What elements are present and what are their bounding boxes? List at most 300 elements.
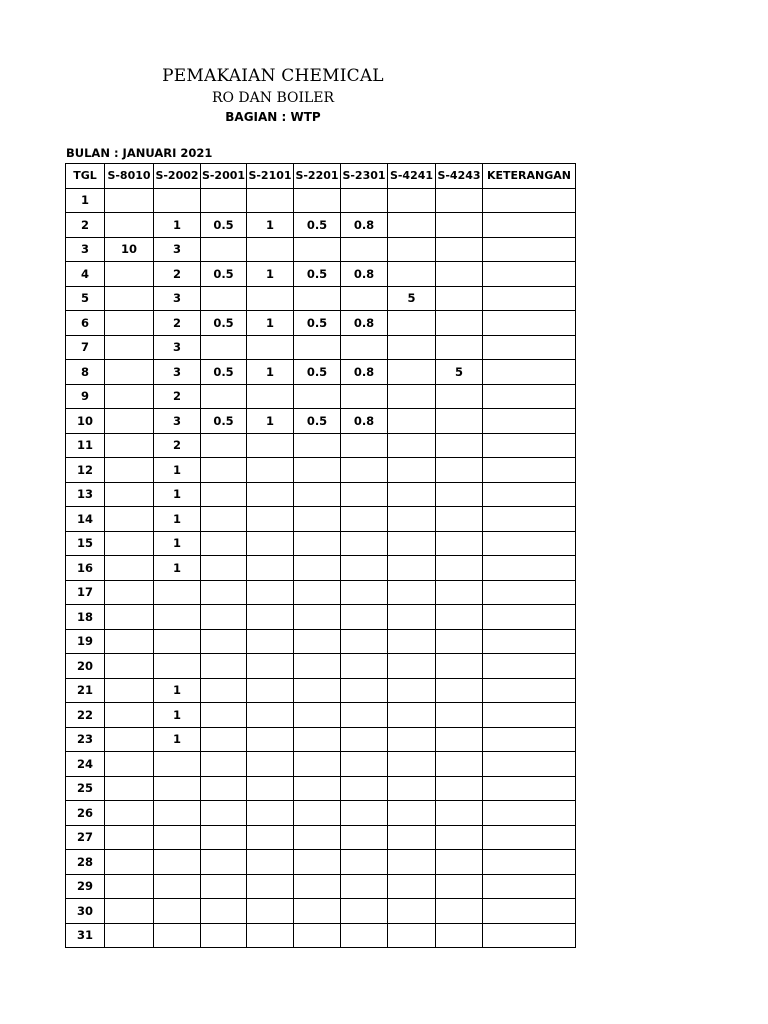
- table-cell: [436, 311, 483, 336]
- column-header: KETERANGAN: [483, 164, 576, 189]
- table-cell: 3: [154, 335, 201, 360]
- date-cell: 8: [66, 360, 105, 385]
- table-cell: [341, 531, 388, 556]
- table-cell: 1: [154, 703, 201, 728]
- table-cell: [247, 727, 294, 752]
- table-cell: [388, 213, 436, 238]
- table-cell: [483, 605, 576, 630]
- table-cell: [201, 482, 247, 507]
- table-row: [66, 776, 576, 801]
- table-cell: [436, 727, 483, 752]
- table-cell: [105, 874, 154, 899]
- table-cell: [483, 776, 576, 801]
- table-cell: [388, 678, 436, 703]
- table-cell: [294, 458, 341, 483]
- table-cell: [105, 262, 154, 287]
- table-row: [66, 409, 576, 434]
- table-cell: [294, 801, 341, 826]
- table-cell: [341, 433, 388, 458]
- table-cell: 1: [154, 482, 201, 507]
- table-row: [66, 899, 576, 924]
- document-title: PEMAKAIAN CHEMICAL: [162, 66, 384, 86]
- table-cell: 1: [154, 556, 201, 581]
- table-cell: [341, 335, 388, 360]
- table-cell: [294, 923, 341, 948]
- table-cell: [105, 923, 154, 948]
- section-label: BAGIAN : WTP: [225, 110, 321, 124]
- table-cell: [436, 335, 483, 360]
- table-cell: [388, 899, 436, 924]
- table-cell: [388, 825, 436, 850]
- table-cell: [105, 850, 154, 875]
- table-cell: 0.8: [341, 213, 388, 238]
- table-row: [66, 801, 576, 826]
- table-cell: [483, 213, 576, 238]
- table-cell: [483, 825, 576, 850]
- table-cell: [388, 433, 436, 458]
- table-cell: 2: [154, 433, 201, 458]
- table-cell: [247, 433, 294, 458]
- table-cell: [294, 433, 341, 458]
- table-cell: [341, 850, 388, 875]
- table-cell: [201, 433, 247, 458]
- table-cell: [201, 580, 247, 605]
- table-row: [66, 703, 576, 728]
- table-cell: [105, 752, 154, 777]
- date-cell: 18: [66, 605, 105, 630]
- table-cell: [201, 531, 247, 556]
- table-cell: [105, 433, 154, 458]
- table-cell: [105, 286, 154, 311]
- table-cell: 1: [154, 213, 201, 238]
- table-cell: [247, 825, 294, 850]
- table-cell: [388, 752, 436, 777]
- table-cell: 1: [247, 360, 294, 385]
- table-cell: [247, 384, 294, 409]
- table-cell: [436, 703, 483, 728]
- table-cell: [201, 384, 247, 409]
- header-row: [66, 164, 576, 189]
- table-cell: 3: [154, 360, 201, 385]
- table-cell: [105, 458, 154, 483]
- table-row: [66, 752, 576, 777]
- table-cell: [388, 482, 436, 507]
- table-row: [66, 654, 576, 679]
- table-cell: [105, 384, 154, 409]
- table-cell: [341, 629, 388, 654]
- table-cell: 1: [154, 678, 201, 703]
- table-cell: [483, 752, 576, 777]
- table-cell: 0.5: [201, 213, 247, 238]
- table-cell: [483, 360, 576, 385]
- table-cell: [154, 874, 201, 899]
- table-cell: [388, 605, 436, 630]
- table-cell: [483, 654, 576, 679]
- date-cell: 27: [66, 825, 105, 850]
- table-row: [66, 188, 576, 213]
- table-cell: [201, 605, 247, 630]
- table-cell: [436, 850, 483, 875]
- table-cell: [294, 384, 341, 409]
- table-cell: [154, 580, 201, 605]
- table-cell: [436, 654, 483, 679]
- table-cell: [201, 629, 247, 654]
- table-cell: [483, 850, 576, 875]
- table-row: [66, 482, 576, 507]
- table-cell: [201, 727, 247, 752]
- table-cell: [388, 654, 436, 679]
- table-row: [66, 286, 576, 311]
- table-cell: [388, 629, 436, 654]
- table-cell: [247, 752, 294, 777]
- table-cell: [247, 629, 294, 654]
- table-cell: 0.5: [201, 360, 247, 385]
- date-cell: 30: [66, 899, 105, 924]
- table-cell: [154, 923, 201, 948]
- table-cell: [201, 556, 247, 581]
- table-cell: [436, 531, 483, 556]
- date-cell: 29: [66, 874, 105, 899]
- table-cell: [436, 605, 483, 630]
- table-cell: 2: [154, 262, 201, 287]
- table-cell: [341, 286, 388, 311]
- column-header: TGL: [66, 164, 105, 189]
- table-cell: [388, 703, 436, 728]
- table-cell: [201, 752, 247, 777]
- table-cell: [201, 923, 247, 948]
- table-row: [66, 825, 576, 850]
- date-cell: 15: [66, 531, 105, 556]
- table-cell: [105, 678, 154, 703]
- table-cell: [436, 482, 483, 507]
- table-cell: [436, 801, 483, 826]
- table-cell: 3: [154, 237, 201, 262]
- date-cell: 25: [66, 776, 105, 801]
- table-cell: [436, 752, 483, 777]
- table-cell: [341, 556, 388, 581]
- table-cell: [247, 507, 294, 532]
- table-cell: [247, 580, 294, 605]
- table-cell: [341, 580, 388, 605]
- table-cell: [201, 237, 247, 262]
- table-cell: [436, 188, 483, 213]
- column-header: S-2301: [341, 164, 388, 189]
- table-cell: [294, 605, 341, 630]
- table-cell: 1: [247, 213, 294, 238]
- column-header: S-2001: [201, 164, 247, 189]
- table-cell: [247, 556, 294, 581]
- table-cell: 3: [154, 286, 201, 311]
- table-cell: [436, 213, 483, 238]
- table-cell: 1: [154, 727, 201, 752]
- table-cell: [105, 335, 154, 360]
- table-cell: [341, 507, 388, 532]
- table-cell: [388, 188, 436, 213]
- date-cell: 22: [66, 703, 105, 728]
- table-cell: [483, 727, 576, 752]
- table-row: [66, 360, 576, 385]
- table-cell: [105, 776, 154, 801]
- table-cell: 0.5: [201, 262, 247, 287]
- column-header: S-2002: [154, 164, 201, 189]
- table-cell: [201, 703, 247, 728]
- column-header: S-2101: [247, 164, 294, 189]
- table-cell: [294, 678, 341, 703]
- table-cell: [388, 507, 436, 532]
- table-cell: [201, 776, 247, 801]
- table-cell: [294, 727, 341, 752]
- table-cell: 1: [154, 531, 201, 556]
- table-row: [66, 923, 576, 948]
- date-cell: 1: [66, 188, 105, 213]
- table-cell: [105, 899, 154, 924]
- table-cell: [105, 801, 154, 826]
- table-cell: [247, 850, 294, 875]
- table-cell: [483, 458, 576, 483]
- table-cell: [247, 188, 294, 213]
- table-cell: [201, 678, 247, 703]
- table-cell: [201, 188, 247, 213]
- table-cell: [105, 629, 154, 654]
- table-cell: [483, 899, 576, 924]
- table-cell: [483, 311, 576, 336]
- table-cell: [247, 531, 294, 556]
- table-cell: [436, 458, 483, 483]
- table-cell: [483, 556, 576, 581]
- table-cell: [105, 556, 154, 581]
- table-cell: [436, 899, 483, 924]
- table-cell: [105, 507, 154, 532]
- date-cell: 20: [66, 654, 105, 679]
- table-row: [66, 678, 576, 703]
- table-cell: [105, 727, 154, 752]
- table-cell: [483, 409, 576, 434]
- table-cell: [483, 482, 576, 507]
- table-cell: [483, 188, 576, 213]
- table-cell: [341, 384, 388, 409]
- table-cell: [436, 237, 483, 262]
- table-cell: [201, 874, 247, 899]
- table-cell: [483, 384, 576, 409]
- table-cell: [201, 458, 247, 483]
- table-cell: [483, 286, 576, 311]
- table-row: [66, 556, 576, 581]
- table-cell: [247, 237, 294, 262]
- table-cell: [105, 654, 154, 679]
- table-cell: [294, 286, 341, 311]
- table-cell: [388, 360, 436, 385]
- table-cell: [201, 850, 247, 875]
- table-cell: [247, 286, 294, 311]
- table-cell: [436, 409, 483, 434]
- table-cell: 1: [154, 507, 201, 532]
- table-cell: [154, 776, 201, 801]
- table-cell: [294, 629, 341, 654]
- table-cell: [105, 531, 154, 556]
- date-cell: 2: [66, 213, 105, 238]
- table-cell: [483, 433, 576, 458]
- table-cell: [388, 237, 436, 262]
- table-cell: [341, 874, 388, 899]
- table-cell: 0.5: [294, 360, 341, 385]
- table-cell: [388, 874, 436, 899]
- table-row: [66, 507, 576, 532]
- table-cell: [294, 507, 341, 532]
- table-cell: [436, 556, 483, 581]
- table-cell: [201, 507, 247, 532]
- table-cell: [201, 335, 247, 360]
- table-cell: 0.5: [294, 213, 341, 238]
- table-cell: [436, 262, 483, 287]
- table-cell: [388, 801, 436, 826]
- table-cell: 0.5: [294, 262, 341, 287]
- table-cell: [341, 458, 388, 483]
- table-cell: [294, 850, 341, 875]
- table-row: [66, 605, 576, 630]
- table-cell: [294, 752, 341, 777]
- table-cell: [388, 556, 436, 581]
- table-cell: [388, 923, 436, 948]
- table-cell: [388, 531, 436, 556]
- date-cell: 16: [66, 556, 105, 581]
- table-cell: [247, 776, 294, 801]
- table-cell: [247, 923, 294, 948]
- table-cell: [247, 899, 294, 924]
- table-cell: [154, 752, 201, 777]
- table-cell: [154, 899, 201, 924]
- table-cell: [388, 850, 436, 875]
- table-cell: [483, 703, 576, 728]
- table-cell: [388, 262, 436, 287]
- month-label: BULAN : JANUARI 2021: [66, 146, 213, 160]
- table-cell: [436, 776, 483, 801]
- table-cell: [341, 703, 388, 728]
- date-cell: 24: [66, 752, 105, 777]
- column-header: S-2201: [294, 164, 341, 189]
- date-cell: 21: [66, 678, 105, 703]
- table-cell: [247, 605, 294, 630]
- table-cell: [105, 580, 154, 605]
- date-cell: 28: [66, 850, 105, 875]
- table-cell: [154, 629, 201, 654]
- table-row: [66, 531, 576, 556]
- table-body: [66, 188, 576, 948]
- table-cell: 5: [436, 360, 483, 385]
- table-cell: [294, 580, 341, 605]
- table-cell: [341, 188, 388, 213]
- table-cell: 0.5: [294, 311, 341, 336]
- table-cell: 3: [154, 409, 201, 434]
- table-cell: [201, 899, 247, 924]
- date-cell: 31: [66, 923, 105, 948]
- table-cell: [341, 678, 388, 703]
- column-header: S-4241: [388, 164, 436, 189]
- table-cell: [436, 825, 483, 850]
- table-cell: [388, 384, 436, 409]
- table-cell: 0.5: [201, 311, 247, 336]
- table-cell: [436, 384, 483, 409]
- table-cell: [483, 237, 576, 262]
- table-cell: [154, 654, 201, 679]
- table-cell: [436, 286, 483, 311]
- table-cell: [294, 874, 341, 899]
- date-cell: 4: [66, 262, 105, 287]
- table-cell: [341, 727, 388, 752]
- date-cell: 12: [66, 458, 105, 483]
- date-cell: 3: [66, 237, 105, 262]
- table-cell: [388, 311, 436, 336]
- table-cell: [341, 801, 388, 826]
- table-cell: [341, 752, 388, 777]
- table-cell: [483, 335, 576, 360]
- table-row: [66, 213, 576, 238]
- table-cell: [388, 409, 436, 434]
- table-cell: 0.8: [341, 311, 388, 336]
- table-row: [66, 237, 576, 262]
- date-cell: 17: [66, 580, 105, 605]
- table-cell: [483, 531, 576, 556]
- table-cell: [483, 678, 576, 703]
- table-cell: [105, 188, 154, 213]
- table-cell: [247, 654, 294, 679]
- table-cell: [247, 482, 294, 507]
- table-cell: [341, 776, 388, 801]
- table-cell: [105, 409, 154, 434]
- table-cell: [105, 360, 154, 385]
- table-cell: [294, 531, 341, 556]
- table-cell: [154, 605, 201, 630]
- table-cell: 1: [247, 311, 294, 336]
- table-cell: [201, 654, 247, 679]
- table-cell: [154, 850, 201, 875]
- table-cell: [436, 580, 483, 605]
- table-cell: [436, 433, 483, 458]
- table-cell: [388, 727, 436, 752]
- date-cell: 13: [66, 482, 105, 507]
- column-header: S-8010: [105, 164, 154, 189]
- table-cell: [294, 703, 341, 728]
- date-cell: 14: [66, 507, 105, 532]
- table-cell: [201, 825, 247, 850]
- table-cell: [247, 874, 294, 899]
- table-row: [66, 629, 576, 654]
- table-cell: [247, 801, 294, 826]
- table-cell: [105, 703, 154, 728]
- table-cell: [294, 899, 341, 924]
- table-row: [66, 262, 576, 287]
- table-row: [66, 727, 576, 752]
- table-cell: [294, 776, 341, 801]
- table-cell: 1: [154, 458, 201, 483]
- table-cell: [388, 776, 436, 801]
- table-cell: [436, 629, 483, 654]
- table-row: [66, 874, 576, 899]
- table-cell: [341, 923, 388, 948]
- table-cell: [388, 580, 436, 605]
- chemical-usage-table: [65, 163, 576, 948]
- table-cell: [388, 458, 436, 483]
- table-cell: [105, 213, 154, 238]
- table-cell: 5: [388, 286, 436, 311]
- date-cell: 7: [66, 335, 105, 360]
- date-cell: 11: [66, 433, 105, 458]
- table-cell: [341, 825, 388, 850]
- date-cell: 19: [66, 629, 105, 654]
- table-cell: 0.8: [341, 262, 388, 287]
- table-cell: [341, 605, 388, 630]
- table-cell: 0.8: [341, 360, 388, 385]
- table-cell: [105, 605, 154, 630]
